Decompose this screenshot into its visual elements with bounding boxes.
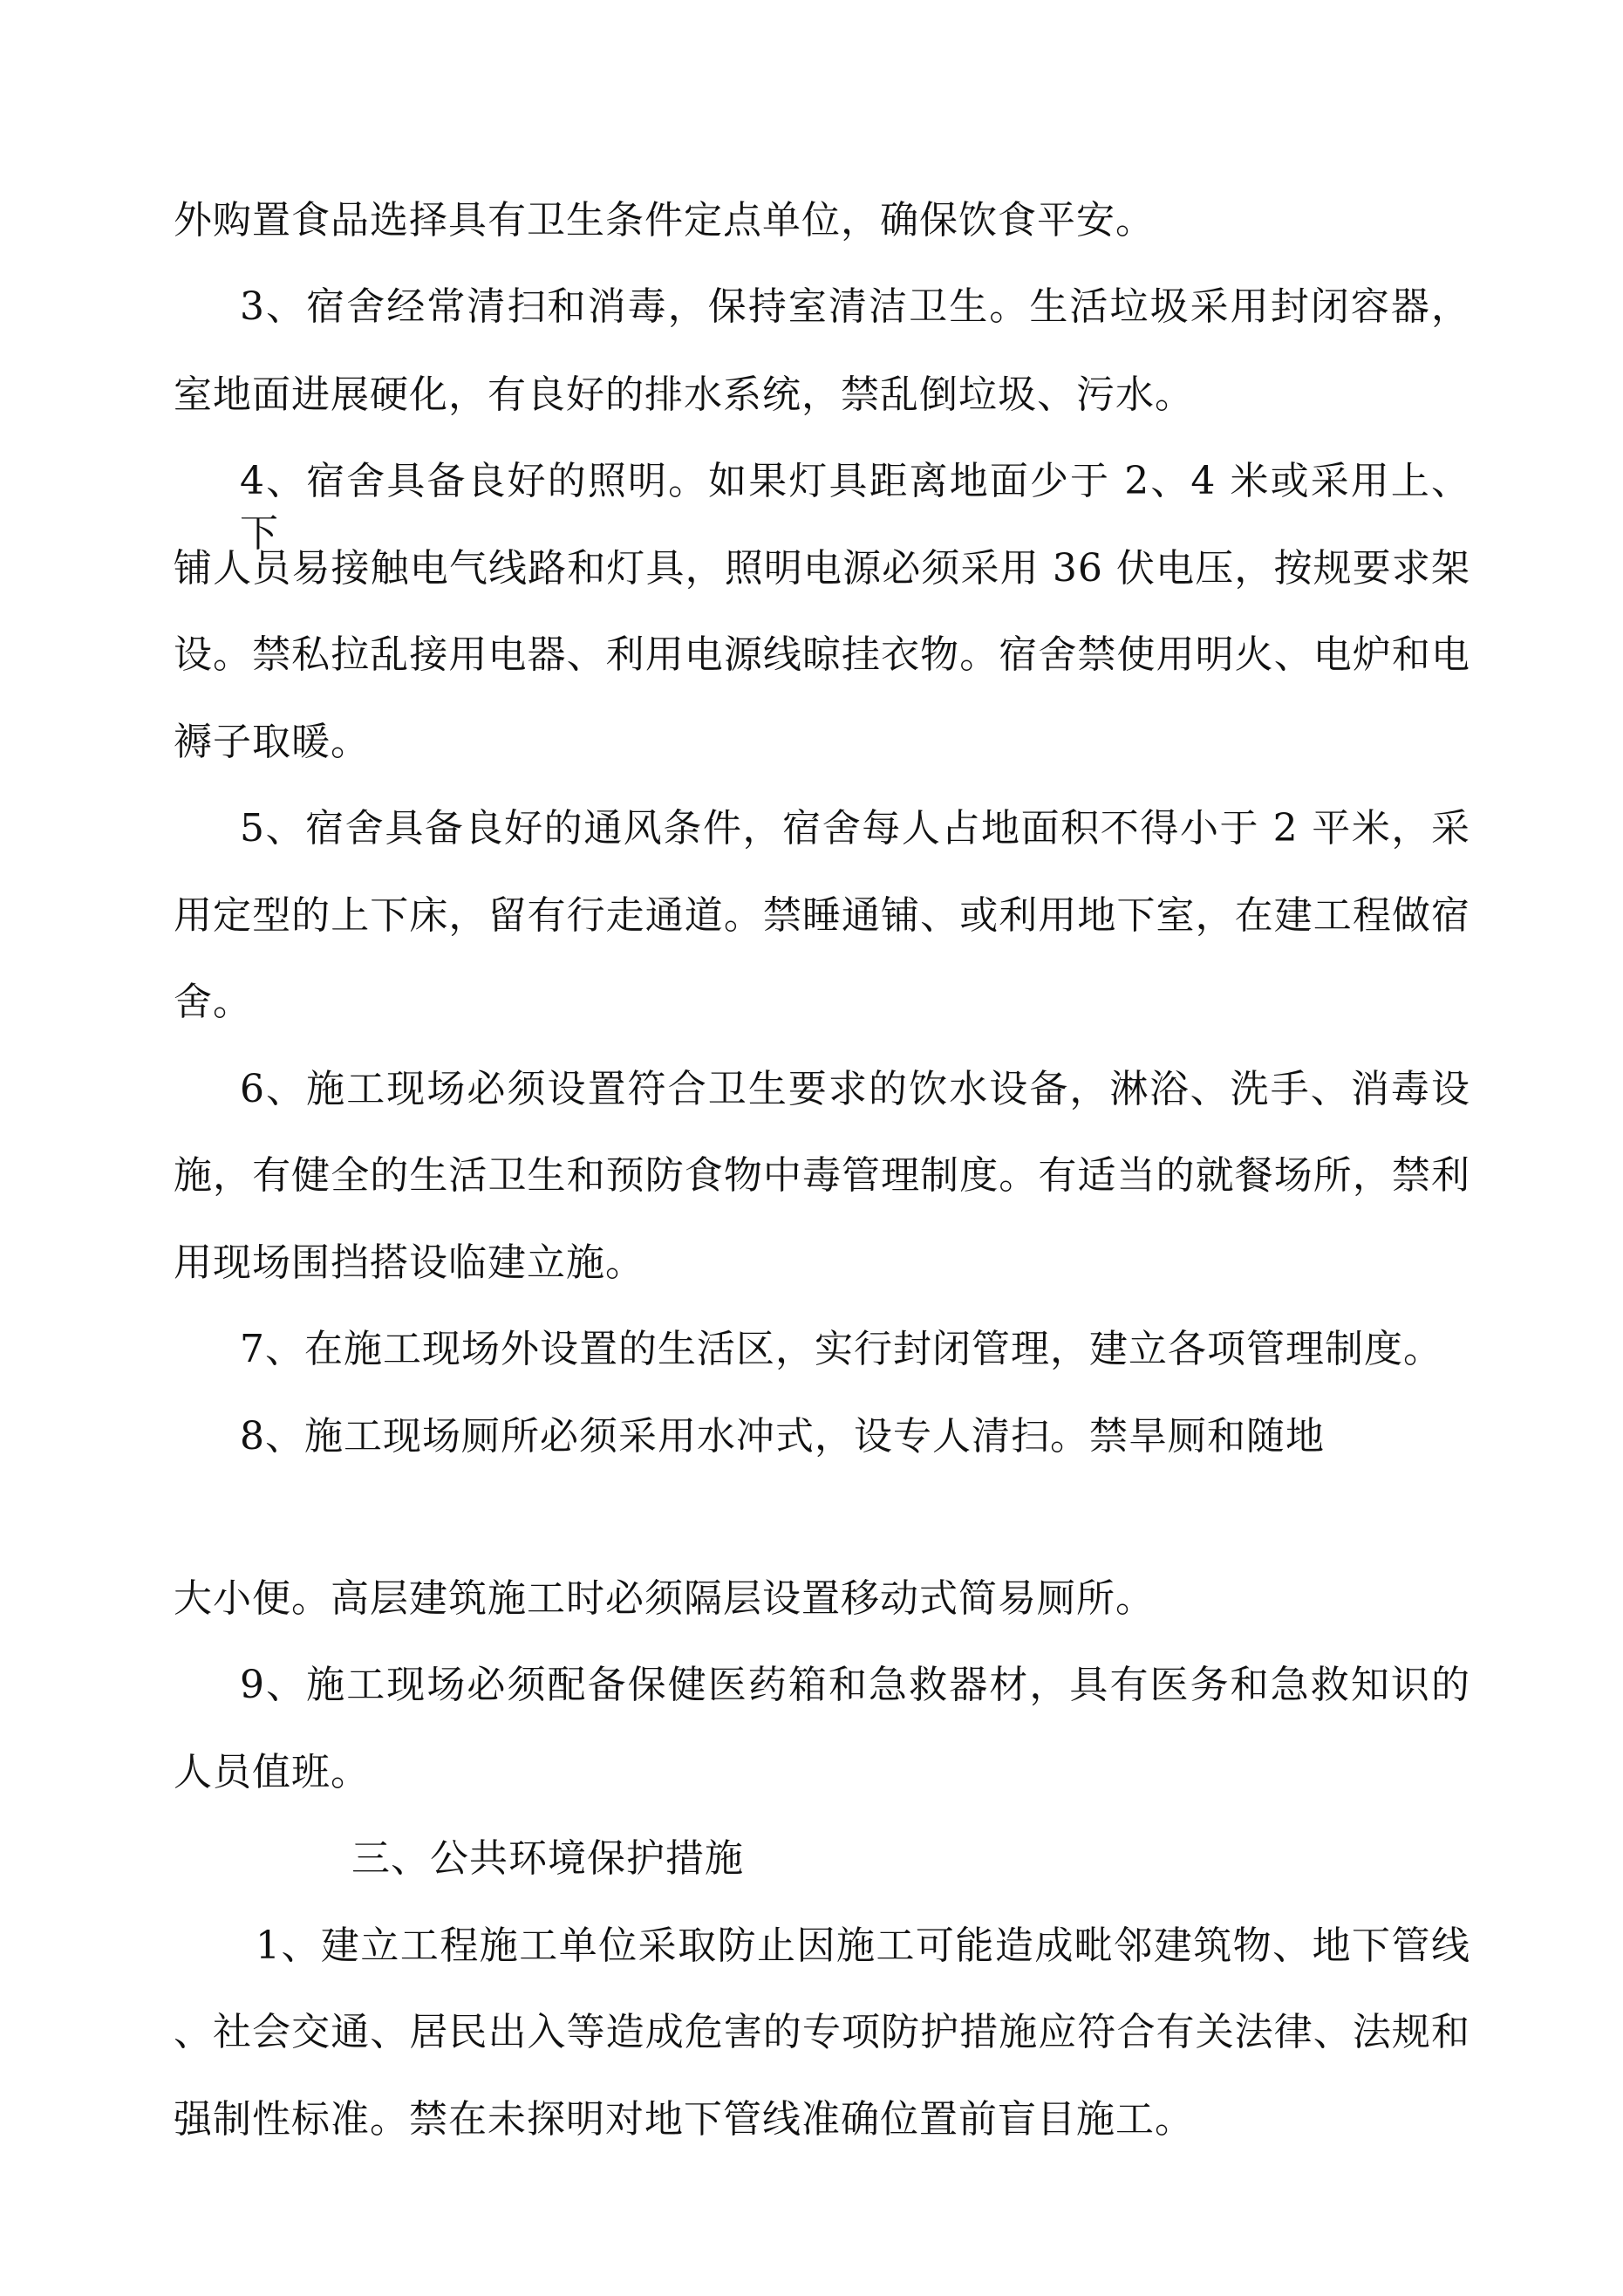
text-line-13: 用现场围挡搭设临建立施。 <box>174 1240 644 1285</box>
text-line-10: 舍。 <box>174 980 252 1024</box>
section-heading: 三、公共环境保护措施 <box>351 1836 744 1881</box>
text-line-20: 1、建立工程施工单位采取防止因施工可能造成毗邻建筑物、地下管线 <box>256 1924 1470 1968</box>
text-line-18: 人员值班。 <box>174 1750 370 1794</box>
text-line-17: 9、施工现场必须配备保健医药箱和急救器材，具有医务和急救知识的 <box>240 1663 1470 1707</box>
text-line-15: 8、施工现场厕所必须采用水冲式，设专人清扫。禁旱厕和随地 <box>240 1414 1325 1459</box>
text-line-6: 设。禁私拉乱接用电器、利用电源线晾挂衣物。宿舍禁使用明火、电炉和电 <box>174 632 1470 677</box>
text-line-5: 铺人员易接触电气线路和灯具，照明电源必须采用 36 伏电压，按规要求架 <box>174 546 1470 591</box>
text-line-3: 室地面进展硬化，有良好的排水系统，禁乱倒垃圾、污水。 <box>174 372 1194 417</box>
text-line-22: 强制性标准。禁在未探明对地下管线准确位置前盲目施工。 <box>174 2097 1194 2142</box>
text-line-11: 6、施工现场必须设置符合卫生要求的饮水设备，淋浴、洗手、消毒设 <box>240 1067 1470 1111</box>
text-line-9: 用定型的上下床，留有行走通道。禁睡通铺、或利用地下室，在建工程做宿 <box>174 893 1470 938</box>
text-line-8: 5、宿舍具备良好的通风条件，宿舍每人占地面积不得小于 2 平米，采 <box>240 806 1470 851</box>
text-line-12: 施，有健全的生活卫生和预防食物中毒管理制度。有适当的就餐场所，禁利 <box>174 1153 1470 1198</box>
text-line-14: 7、在施工现场外设置的生活区，实行封闭管理，建立各项管理制度。 <box>240 1327 1442 1371</box>
text-line-21: 、社会交通、居民出入等造成危害的专项防护措施应符合有关法律、法规和 <box>174 2010 1470 2054</box>
text-line-1: 外购置食品选择具有卫生条件定点单位，确保饮食平安。 <box>174 198 1155 243</box>
text-line-7: 褥子取暖。 <box>174 720 370 764</box>
text-line-16: 大小便。高层建筑施工时必须隔层设置移动式简易厕所。 <box>174 1576 1155 1621</box>
text-line-2: 3、宿舍经常清扫和消毒，保持室清洁卫生。生活垃圾采用封闭容器， <box>240 284 1470 329</box>
text-line-4: 4、宿舍具备良好的照明。如果灯具距离地面少于 2、4 米或采用上、下 <box>240 459 1470 556</box>
